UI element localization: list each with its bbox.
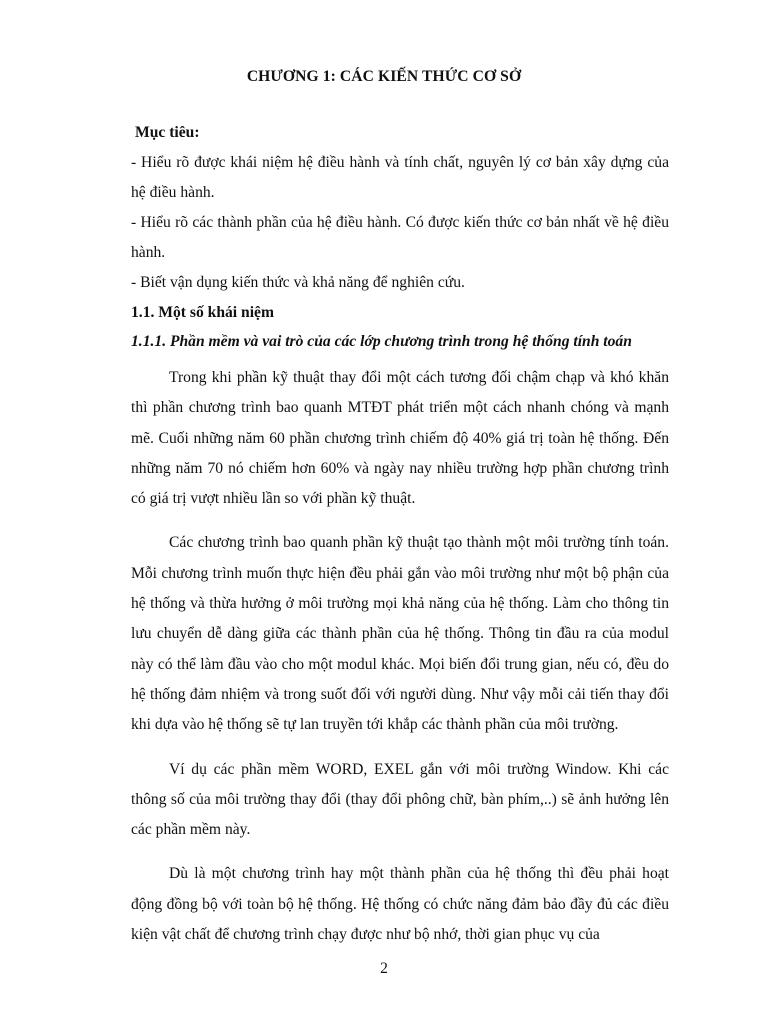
subsection-heading: 1.1.1. Phần mềm và vai trò của các lớp chương trình trong hệ thống tính toán bbox=[131, 333, 632, 350]
objective-item: - Hiểu rõ các thành phần của hệ điều hành. Có được kiến thức cơ bản nhất về hệ điều hành. bbox=[131, 214, 669, 261]
page-number: 2 bbox=[380, 960, 388, 977]
paragraph: Các chương trình bao quanh phần kỹ thuật tạo thành một môi trường tính toán. Mỗi chương trình muốn thực hiện đều phải gắn vào môi trường như một bộ phận của hệ thống và thừa hưởng ở môi trường mọi khả năng của hệ thống. Làm cho thông tin lưu chuyển dễ dàng giữa các thành phần của hệ thống. Thông tin đầu ra của modul này có thể làm đầu vào cho một modul khác. Mọi biến đổi trung gian, nếu có, đều do hệ thống đảm nhiệm và trong suốt đối với người dùng. Như vậy mỗi cải tiến thay đổi khi dựa vào hệ thống sẽ tự lan truyền tới khắp các thành phần của môi trường. bbox=[131, 534, 669, 734]
objective-item: - Hiểu rõ được khái niệm hệ điều hành và tính chất, nguyên lý cơ bản xây dựng của hệ điều hành. bbox=[131, 154, 669, 201]
paragraph: Trong khi phần kỹ thuật thay đổi một cách tương đối chậm chạp và khó khăn thì phần chương trình bao quanh MTĐT phát triển một cách nhanh chóng và mạnh mẽ. Cuối những năm 60 phần chương trình chiếm độ 40% giá trị toàn hệ thống. Đến những năm 70 nó chiếm hơn 60% và ngày nay nhiều trường hợp phần chương trình có giá trị vượt nhiều lần so với phần kỹ thuật. bbox=[131, 369, 669, 508]
chapter-title: CHƯƠNG 1: CÁC KIẾN THỨC CƠ SỞ bbox=[246, 68, 522, 85]
objective-item: - Biết vận dụng kiến thức và khả năng để nghiên cứu. bbox=[131, 274, 465, 291]
paragraph: Ví dụ các phần mềm WORD, EXEL gắn với môi trường Window. Khi các thông số của môi trường thay đổi (thay đổi phông chữ, bàn phím,..) sẽ ảnh hưởng lên các phần mềm này. bbox=[131, 760, 669, 839]
section-heading: 1.1. Một số khái niệm bbox=[131, 304, 274, 321]
objectives-list bbox=[131, 148, 669, 298]
objectives-heading: Mục tiêu: bbox=[135, 124, 200, 141]
body-text bbox=[131, 363, 669, 964]
paragraph: Dù là một chương trình hay một thành phần của hệ thống thì đều phải hoạt động đồng bộ với toàn bộ hệ thống. Hệ thống có chức năng đảm bảo đầy đủ các điều kiện vật chất để chương trình chạy được như bộ nhớ, thời gian phục vụ của bbox=[131, 865, 669, 944]
